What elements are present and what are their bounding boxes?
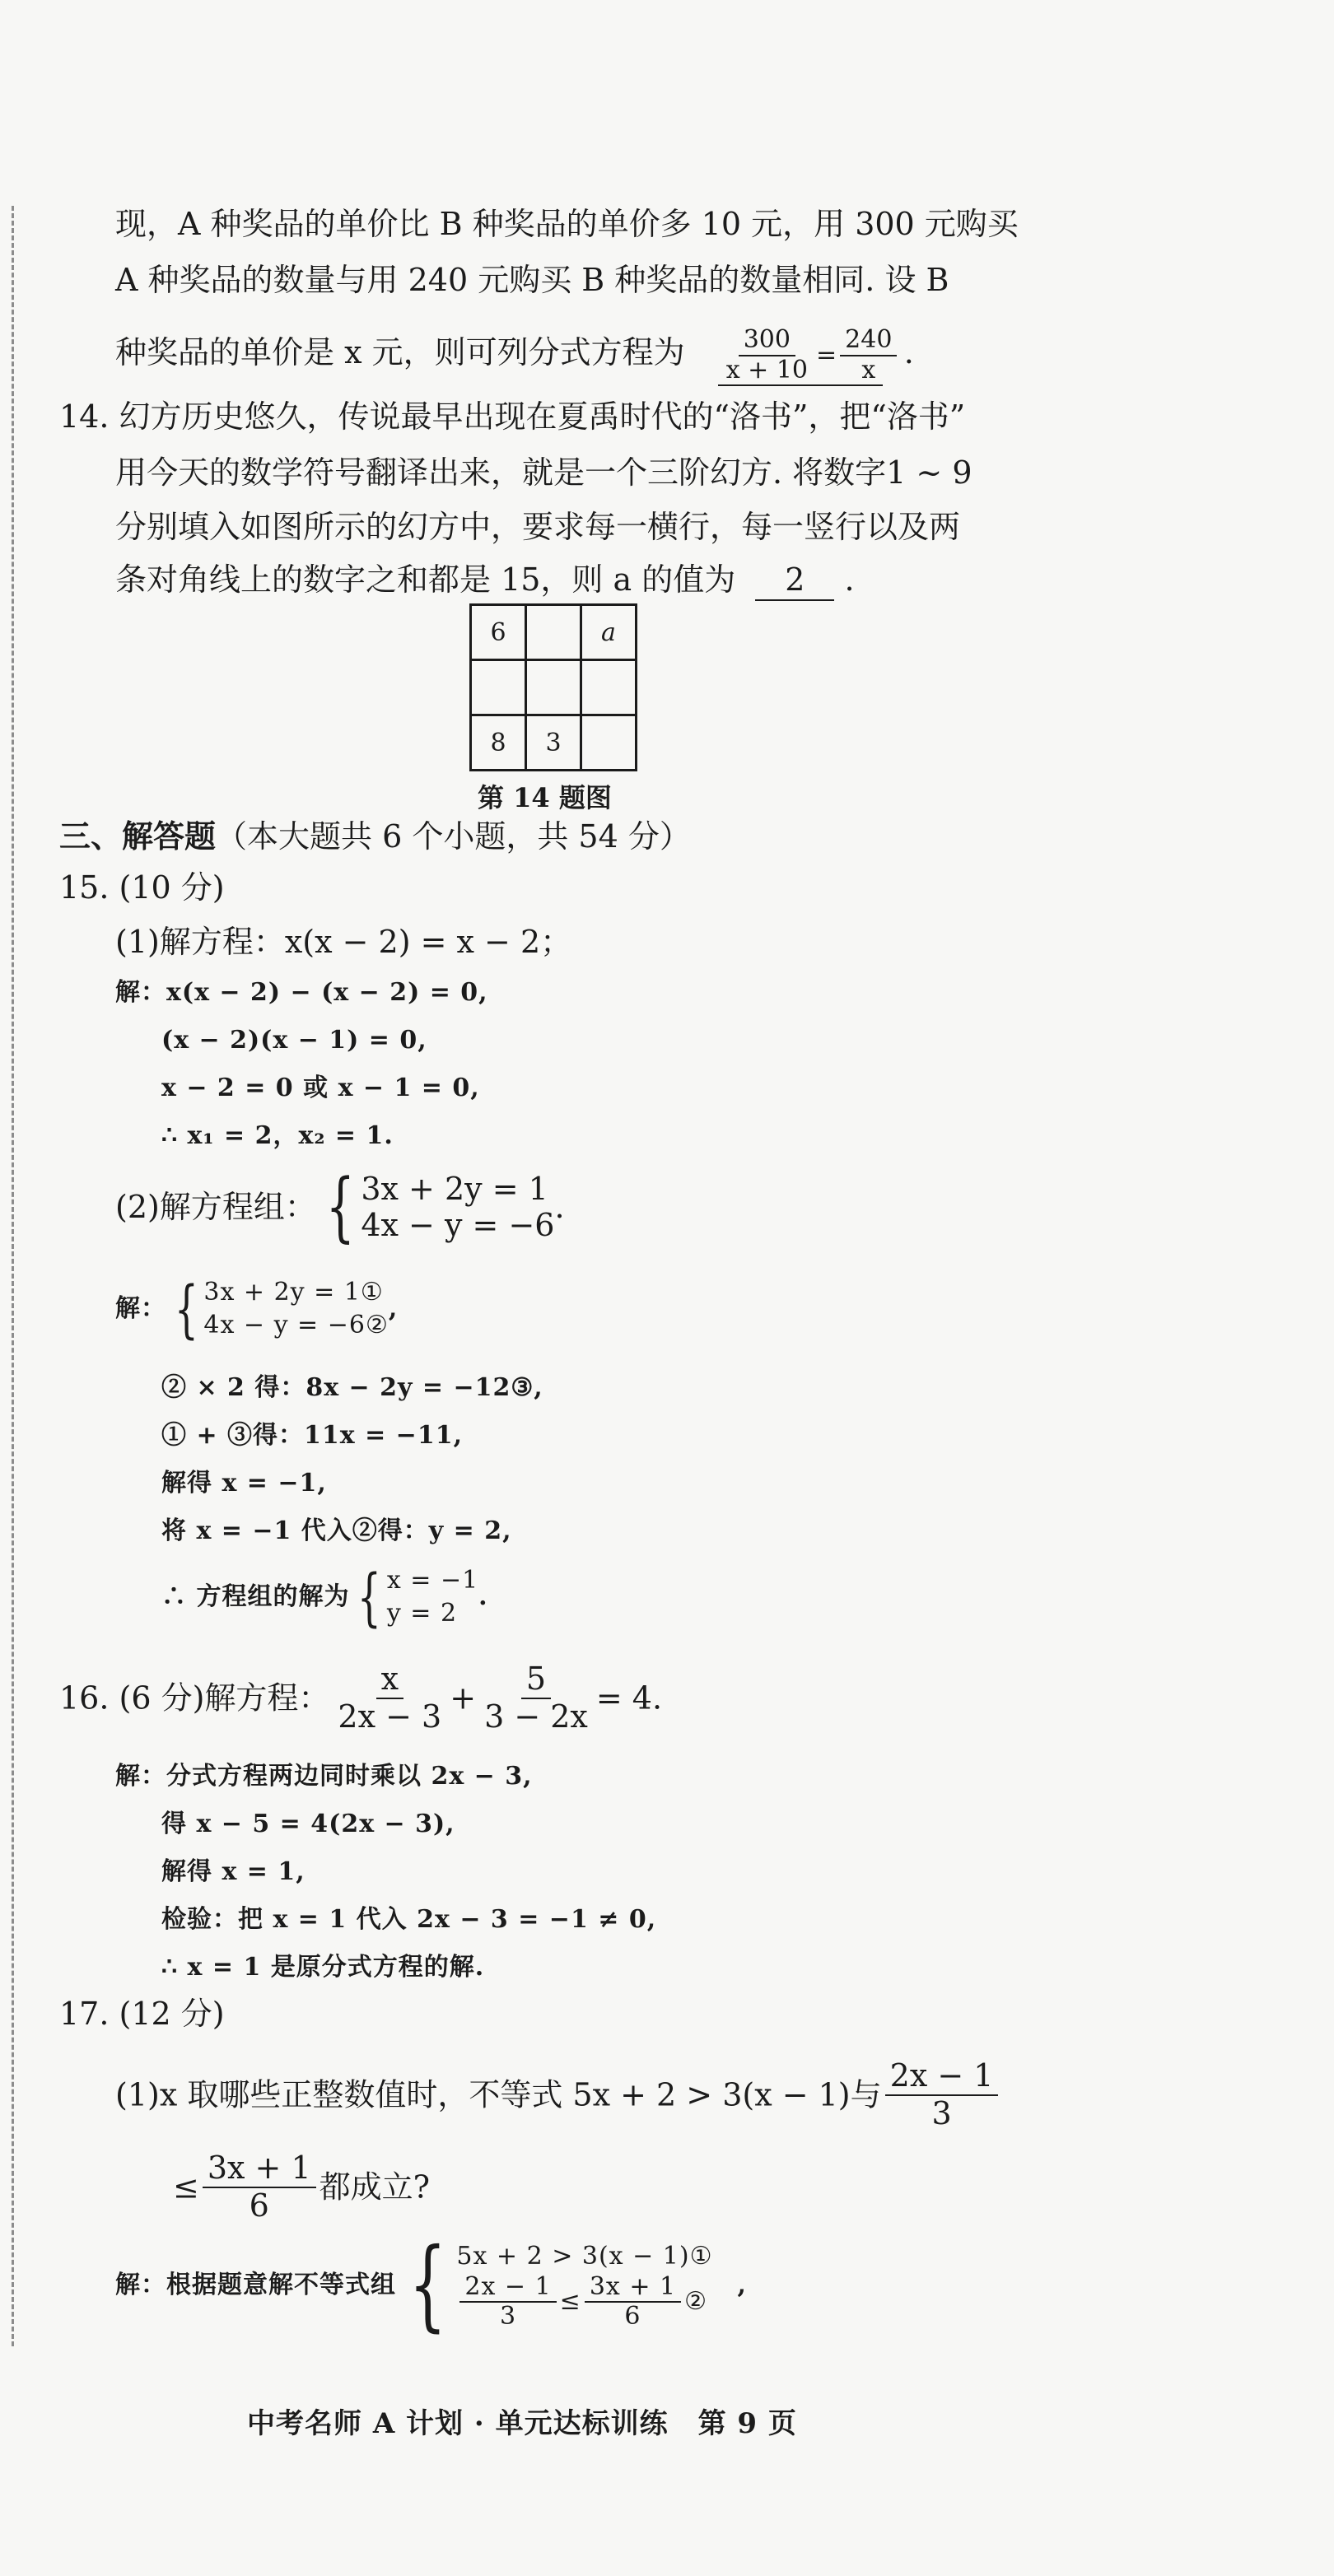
grid-cell — [581, 715, 637, 771]
q13-answer-left-fraction — [721, 326, 813, 384]
q15-p2-conclusion-text: ∴ 方程组的解为 — [161, 1582, 350, 1611]
page-number: 第 9 页 — [697, 2407, 797, 2440]
q13-line1: 现，A 种奖品的单价比 B 种奖品的单价多 10 元，用 300 元购买 — [115, 206, 1019, 242]
brace-icon: { — [408, 2228, 447, 2342]
brace-icon: { — [174, 1272, 199, 1345]
q16-suffix: = 4. — [595, 1679, 663, 1717]
q17-p1-line1 — [115, 2058, 1001, 2131]
grid-cell: 3 — [526, 715, 581, 771]
system-row: 4x − y = −6 — [361, 1207, 555, 1243]
q14-line4-suffix: . — [844, 561, 855, 598]
q16-sol-line: 解：分式方程两边同时乘以 2x − 3, — [115, 1762, 533, 1791]
q17-sol-frac2 — [585, 2273, 681, 2331]
system-row — [456, 2273, 712, 2331]
grid-cell — [471, 660, 526, 715]
q16-frac2-den: 3 − 2x — [484, 1698, 588, 1735]
q16-frac2-num: 5 — [521, 1661, 551, 1699]
q17-sol-mark: ② — [684, 2287, 708, 2316]
q15-p1-sol-line: x − 2 = 0 或 x − 1 = 0, — [161, 1074, 480, 1102]
q13-line3-prefix: 种奖品的单价是 x 元，则可列分式方程为 — [115, 334, 685, 370]
q17-p1-line2-suffix: 都成立? — [319, 2168, 431, 2206]
q14-line4-prefix: 条对角线上的数字之和都是 15，则 a 的值为 — [115, 561, 736, 598]
q16-sol-line: 解得 x = 1, — [161, 1857, 306, 1886]
q15-p2-system — [316, 1162, 555, 1251]
q17-sol-frac2-den: 6 — [624, 2302, 641, 2331]
q13-line3-suffix: . — [903, 334, 914, 370]
q17-sol-end: , — [737, 2271, 747, 2299]
footer-title: 中考名师 A 计划 · 单元达标训练 — [247, 2407, 669, 2440]
q13-answer-right-den: x — [861, 355, 876, 384]
q15-p2-sol-system-line — [115, 1272, 399, 1345]
magic-square-grid — [469, 603, 637, 771]
section-note: （本大题共 6 个小题，共 54 分） — [216, 818, 691, 855]
q17-sol-le: ≤ — [559, 2287, 581, 2316]
q17-head: 17. (12 分) — [59, 1996, 225, 2032]
q13-line3 — [115, 326, 914, 386]
q16-plus: + — [450, 1679, 477, 1717]
q13-answer-blank — [718, 325, 893, 386]
q17-p1-frac2-den: 6 — [249, 2187, 269, 2224]
q16-prompt — [59, 1661, 662, 1735]
q17-sol-label: 解：根据题意解不等式组 — [115, 2271, 396, 2299]
system-row: x = −1 — [386, 1566, 479, 1595]
q16-frac1 — [333, 1661, 446, 1735]
q15-p2-conclusion — [161, 1560, 488, 1633]
q17-p1-line2 — [173, 2150, 430, 2224]
grid-cell: 8 — [471, 715, 526, 771]
q17-sol-frac1-num: 2x − 1 — [459, 2273, 556, 2303]
q14-line1: 14. 幻方历史悠久，传说最早出现在夏禹时代的“洛书”，把“洛书” — [59, 398, 966, 435]
system-row: 5x + 2 > 3(x − 1)① — [456, 2241, 713, 2271]
q15-p1-sol-line: 解：x(x − 2) − (x − 2) = 0, — [115, 978, 488, 1007]
system-row: y = 2 — [386, 1599, 458, 1628]
q16-sol-line: 检验：把 x = 1 代入 2x − 3 = −1 ≠ 0, — [161, 1905, 657, 1934]
q14-line2: 用今天的数学符号翻译出来，就是一个三阶幻方. 将数字1 ~ 9 — [115, 454, 973, 491]
q15-p2-sol-line: ① + ③得：11x = −11, — [161, 1421, 464, 1450]
q17-p1-line1-text: (1)x 取哪些正整数值时，不等式 5x + 2 > 3(x − 1)与 — [115, 2076, 882, 2113]
q17-p1-frac1-den: 3 — [931, 2094, 952, 2131]
q16-frac1-den: 2x − 3 — [338, 1698, 442, 1735]
grid-cell — [526, 660, 581, 715]
q15-p2-conclusion-system — [349, 1560, 479, 1633]
q17-solution — [115, 2228, 747, 2342]
q16-frac2 — [479, 1661, 593, 1735]
q15-p1-sol-line: ∴ x₁ = 2，x₂ = 1. — [161, 1121, 394, 1150]
q15-head: 15. (10 分) — [59, 869, 225, 906]
system-row: 3x + 2y = 1① — [203, 1278, 384, 1307]
figure-caption: 第 14 题图 — [478, 782, 612, 813]
q13-answer-left-num: 300 — [739, 326, 795, 356]
q17-p1-frac1-num: 2x − 1 — [885, 2058, 999, 2096]
brace-icon: { — [325, 1162, 355, 1251]
q15-p2-sol-line: 将 x = −1 代入②得：y = 2, — [161, 1516, 512, 1545]
q13-answer-right-num: 240 — [840, 326, 897, 356]
grid-cell — [581, 660, 637, 715]
q17-sol-frac1-den: 3 — [499, 2302, 517, 2331]
q15-p1-sol-line: (x − 2)(x − 1) = 0, — [161, 1026, 427, 1055]
q17-p1-line2-prefix: ≤ — [173, 2168, 199, 2206]
q15-p2-conclusion-end: . — [478, 1582, 488, 1611]
q13-line2: A 种奖品的数量与用 240 元购买 B 种奖品的数量相同. 设 B — [115, 262, 949, 298]
q14-answer: 2 — [755, 560, 834, 601]
q13-answer-left-den: x + 10 — [725, 355, 808, 384]
q17-sol-frac1 — [459, 2273, 556, 2331]
grid-cell — [526, 605, 581, 660]
system-row: 4x − y = −6② — [203, 1311, 389, 1339]
q15-p1-prompt: (1)解方程：x(x − 2) = x − 2； — [115, 924, 572, 960]
q16-sol-line: 得 x − 5 = 4(2x − 3), — [161, 1810, 455, 1838]
q17-p1-frac1 — [885, 2058, 999, 2131]
q14-line3: 分别填入如图所示的幻方中，要求每一横行，每一竖行以及两 — [115, 509, 961, 545]
q15-p2-sol-line: ② × 2 得：8x − 2y = −12③, — [161, 1373, 543, 1402]
section-title: 三、解答题 — [59, 818, 217, 855]
q17-p1-frac2-num: 3x + 1 — [203, 2150, 316, 2188]
q16-prefix: 16. (6 分)解方程： — [59, 1679, 330, 1717]
q15-p2-prompt — [115, 1162, 565, 1251]
brace-icon: { — [357, 1560, 382, 1633]
q13-answer-eq: = — [816, 341, 837, 370]
q17-sol-frac2-num: 3x + 1 — [585, 2273, 681, 2303]
page-footer — [247, 2401, 797, 2441]
q13-answer-right-fraction — [840, 326, 897, 384]
q16-sol-line: ∴ x = 1 是原分式方程的解. — [161, 1953, 485, 1982]
q17-p1-frac2 — [203, 2150, 316, 2224]
q15-p2-prompt-end: . — [554, 1189, 565, 1225]
q17-sol-system — [396, 2228, 713, 2342]
grid-cell: a — [581, 605, 637, 660]
grid-cell: 6 — [471, 605, 526, 660]
cut-line — [12, 206, 14, 2346]
section-heading — [59, 817, 691, 856]
q16-frac1-num: x — [376, 1661, 403, 1699]
q15-p2-sol-label: 解： — [115, 1294, 166, 1323]
q15-p2-sol-line: 解得 x = −1, — [161, 1469, 327, 1498]
q15-p2-sol-system — [166, 1272, 389, 1345]
q15-p2-prompt-text: (2)解方程组： — [115, 1189, 316, 1225]
q15-p2-sol-system-end: , — [388, 1294, 399, 1323]
system-row: 3x + 2y = 1 — [361, 1171, 548, 1207]
q14-line4 — [115, 560, 855, 601]
